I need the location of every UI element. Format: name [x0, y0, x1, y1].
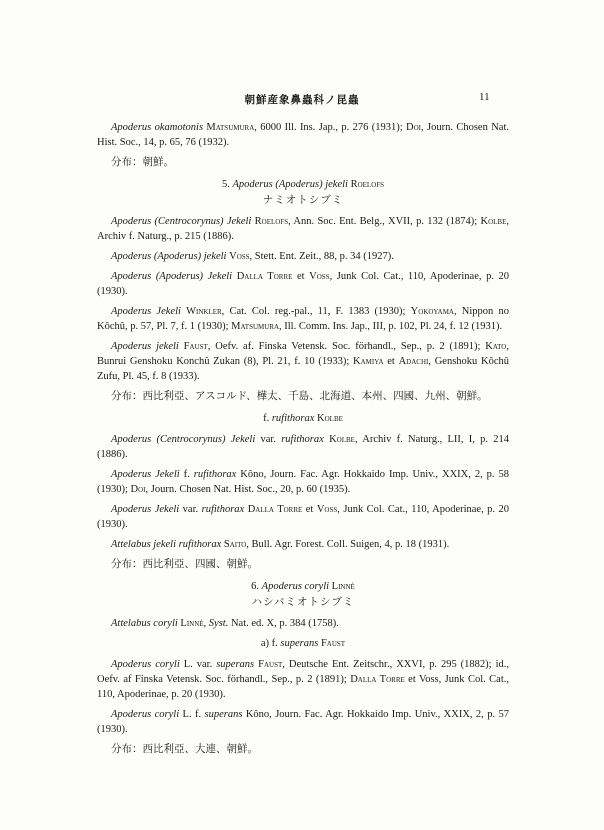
text-run: L. f.	[179, 709, 205, 720]
citation-faust-superans	[97, 657, 509, 702]
author-name: Yokoyama	[410, 306, 454, 317]
text-run: a) f.	[260, 638, 281, 649]
text-run: Kôno, Journ. Fac. Agr. Hokkaido Imp. Univ., XXIX, 2, p. 58 (1930);	[97, 469, 509, 495]
author-name: Dalla Torre	[236, 271, 293, 282]
text-run: et	[383, 356, 399, 367]
italic-text: Attelabus coryli	[111, 618, 178, 629]
author-name: Voss	[316, 504, 338, 515]
text-run: , Bull. Agr. Forest. Coll. Suigen, 4, p. 18 (1931).	[246, 539, 450, 550]
citation-linne-coryli	[97, 616, 509, 631]
author-name: Matsumura	[231, 321, 280, 332]
text-run: , Nippon no Kôchû, p. 57, Pl. 7, f. 1 (1930);	[97, 306, 509, 332]
citation-kono-superans	[97, 707, 509, 737]
author-name: Dalla Torre	[247, 504, 303, 515]
author-name: Linné	[180, 618, 204, 629]
author-name: Winkler	[186, 306, 222, 317]
author-name: Doi	[130, 484, 146, 495]
citation-saito-rufithorax	[97, 537, 509, 552]
italic-text: rufithorax	[271, 413, 315, 424]
text-run: , Archiv f. Naturg., p. 215 (1886).	[97, 216, 509, 242]
italic-text: Apoderus (Apoderus) Jekeli	[111, 271, 233, 282]
text-run: , Oefv. af. Finska Vetensk. Soc. förhandl., Sep., p. 2 (1891);	[207, 341, 486, 352]
author-name: Kolbe	[329, 434, 355, 445]
author-name: Faust	[320, 638, 346, 649]
text-run: var.	[255, 434, 282, 445]
author-name: Linné	[331, 581, 355, 592]
author-name: Faust	[258, 659, 283, 670]
text-run: et	[292, 271, 310, 282]
author-name: Voss	[229, 251, 250, 262]
author-name: Adachi	[398, 356, 429, 367]
distribution-okamotonis: 分布：朝鮮。	[111, 157, 174, 168]
citation-winkler	[97, 304, 509, 334]
citation-kono-rufithorax	[97, 467, 509, 497]
italic-text: Apoderus Jekeli	[111, 469, 180, 480]
text-run: , Bunrui Genshoku Konchû Zukan (8), Pl. 21, f. 10 (1933);	[97, 341, 509, 367]
italic-text: rufithorax	[193, 469, 237, 480]
text-run: f.	[179, 469, 194, 480]
page-number: 11	[479, 91, 490, 103]
italic-text: superans	[280, 638, 319, 649]
italic-text: Apoderus Jekeli	[111, 504, 180, 515]
text-run: var.	[179, 504, 202, 515]
text-run: , 6000 Ill. Ins. Jap., p. 276 (1931);	[254, 122, 407, 133]
italic-text: Apoderus (Apoderus) jekeli	[232, 179, 348, 190]
text-run: , Junk Col. Cat., 110, Apoderinae, p. 20 (1930).	[97, 504, 510, 530]
text-run: , Journ. Chosen Nat. Hist. Soc., 14, p. 65, 76 (1932).	[97, 122, 509, 148]
author-name: Kato	[485, 341, 507, 352]
author-name: Matsumura	[206, 122, 255, 133]
italic-text: Apoderus coryli	[111, 659, 180, 670]
italic-text: Attelabus jekeli rufithorax	[111, 539, 222, 550]
form-heading-superans	[97, 636, 509, 651]
text-run: , Ann. Soc. Ent. Belg., XVII, p. 132 (1874);	[288, 216, 481, 227]
citation-dalla-torre	[97, 269, 509, 299]
distribution-jekeli: 分布：西比利亞、アスコルド、樺太、千島、北海道、本州、四國、九州、朝鮮。	[111, 391, 488, 402]
text-run: Kôno, Journ. Fac. Agr. Hokkaido Imp. Univ., XXIX, 2, p. 57 (1930).	[97, 709, 509, 735]
text-run: f.	[263, 413, 272, 424]
text-run: , Journ. Chosen Nat. Hist. Soc., 20, p. 60 (1935).	[145, 484, 351, 495]
author-name: Faust	[183, 341, 208, 352]
italic-text: superans	[204, 709, 243, 720]
citation-faust	[97, 339, 509, 384]
author-name: Doi	[406, 122, 422, 133]
author-name: Dalla Torre	[350, 674, 405, 685]
citation-kolbe-rufithorax	[97, 432, 509, 462]
italic-text: Apoderus coryli	[111, 709, 180, 720]
text-run: 5.	[221, 179, 233, 190]
italic-text: superans	[216, 659, 255, 670]
citation-okamotonis	[97, 120, 509, 150]
italic-text: Apoderus (Apoderus) jekeli	[111, 251, 227, 262]
text-run: ,	[203, 618, 209, 629]
citation-voss	[97, 249, 509, 264]
italic-text: Apoderus okamotonis	[111, 122, 204, 133]
text-run: Nat. ed. X, p. 384 (1758).	[228, 618, 339, 629]
italic-text: Apoderus (Centrocorynus) Jekeli	[111, 434, 256, 445]
running-header-title: 朝鮮産象鼻蟲科ノ昆蟲	[244, 95, 360, 106]
text-run: , Genshoku Kôchû Zufu, Pl. 45, f. 8 (1933).	[97, 356, 509, 382]
italic-text: Syst.	[208, 618, 229, 629]
author-name: Kolbe	[317, 413, 343, 424]
species-heading-coryli	[97, 579, 509, 594]
text-run: , Deutsche Ent. Zeitschr., XXVI, p. 295 (1882); id., Oefv. af Finska Vetensk. Soc. förhandl., Sep., p. 2 (1891);	[97, 659, 510, 685]
text-run: , Stett. Ent. Zeit., 88, p. 34 (1927).	[249, 251, 394, 262]
form-heading-rufithorax	[97, 411, 509, 426]
author-name: Kolbe	[480, 216, 507, 227]
italic-text: rufithorax	[281, 434, 324, 445]
italic-text: rufithorax	[201, 504, 245, 515]
author-name: Roelofs	[350, 179, 385, 190]
italic-text: Apoderus jekeli	[111, 341, 179, 352]
text-run: L. var.	[179, 659, 217, 670]
author-name: Voss	[309, 271, 330, 282]
text-run: , Ill. Comm. Ins. Jap., III, p. 102, Pl. 24, f. 12 (1931).	[279, 321, 503, 332]
text-run: et Voss, Junk Col. Cat., 110, Apoderinae, p. 20 (1930).	[97, 674, 509, 700]
citation-dalla-torre-rufithorax	[97, 502, 509, 532]
author-name: Kamiya	[353, 356, 384, 367]
distribution-superans: 分布：西比利亞、大連、朝鮮。	[111, 744, 258, 755]
italic-text: Apoderus (Centrocorynus) Jekeli	[111, 216, 252, 227]
text-run: 6.	[251, 581, 262, 592]
text-run: , Junk Col. Cat., 110, Apoderinae, p. 20 (1930).	[97, 271, 510, 297]
species-heading-jekeli	[97, 177, 509, 192]
citation-roelofs	[97, 214, 509, 244]
italic-text: Apoderus coryli	[261, 581, 330, 592]
japanese-name-coryli: ハシバミオトシブミ	[251, 597, 355, 608]
italic-text: Apoderus Jekeli	[111, 306, 181, 317]
text-run: et	[302, 504, 317, 515]
author-name: Saito	[223, 539, 247, 550]
japanese-name-jekeli: ナミオトシブミ	[262, 195, 344, 206]
page-body	[97, 120, 509, 764]
text-run: , Cat. Col. reg.-pal., 11, F. 1383 (1930);	[221, 306, 411, 317]
distribution-rufithorax: 分布：西比利亞、四國、朝鮮。	[111, 559, 258, 570]
text-run: , Archiv f. Naturg., LII, I, p. 214 (1886).	[97, 434, 510, 460]
author-name: Roelofs	[254, 216, 289, 227]
